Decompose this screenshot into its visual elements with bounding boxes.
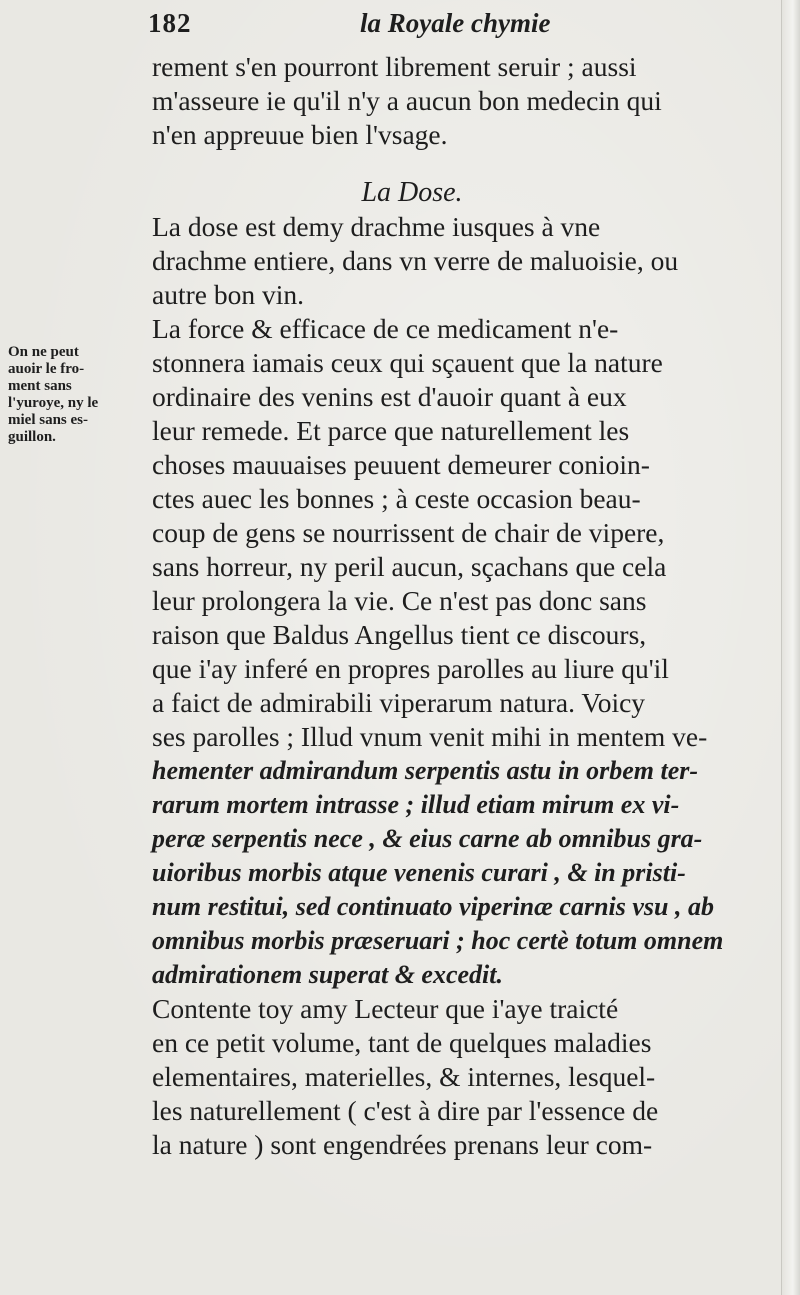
text-line: ctes auec les bonnes ; à ceste occasion beau- xyxy=(152,483,641,514)
text-line: sans horreur, ny peril aucun, sçachans que cela xyxy=(152,551,667,582)
text-line: peræ serpentis nece , & eius carne ab omnibus gra- xyxy=(152,824,703,853)
page-header xyxy=(148,8,788,48)
text-line: hementer admirandum serpentis astu in orbem ter- xyxy=(152,756,699,785)
margin-note xyxy=(8,344,148,446)
text-line: La force & efficace de ce medicament n'e- xyxy=(152,313,619,344)
text-line: omnibus morbis præseruari ; hoc certè totum omnem xyxy=(152,926,724,955)
text-line: a faict de admirabili viperarum natura. Voicy xyxy=(152,687,646,718)
text-line: stonnera iamais ceux qui sçauent que la nature xyxy=(152,347,663,378)
text-line: la nature ) sont engendrées prenans leur com- xyxy=(152,1129,653,1160)
margin-note-line: ment sans xyxy=(8,378,72,394)
paragraph-gap xyxy=(152,152,792,176)
running-title: la Royale chymie xyxy=(360,8,551,38)
text-line: leur prolongera la vie. Ce n'est pas donc sans xyxy=(152,585,647,616)
text-line: ordinaire des venins est d'auoir quant à eux xyxy=(152,381,627,412)
text-line: choses mauuaises peuuent demeurer conioin- xyxy=(152,449,650,480)
text-line: admirationem superat & excedit. xyxy=(152,960,503,989)
text-line: m'asseure ie qu'il n'y a aucun bon medecin qui xyxy=(152,85,662,116)
text-line: en ce petit volume, tant de quelques maladies xyxy=(152,1027,652,1058)
text-line: que i'ay inferé en propres parolles au liure qu'il xyxy=(152,653,669,684)
text-line: elementaires, materielles, & internes, lesquel- xyxy=(152,1061,656,1092)
margin-note-line: On ne peut xyxy=(8,344,79,360)
page-edge xyxy=(781,0,800,1295)
body-text xyxy=(152,50,792,1162)
page-number: 182 xyxy=(148,8,192,38)
text-line: n'en appreuue bien l'vsage. xyxy=(152,119,448,150)
margin-note-line: l'yuroye, ny le xyxy=(8,395,99,411)
text-line: rarum mortem intrasse ; illud etiam mirum ex vi- xyxy=(152,790,680,819)
text-line: autre bon vin. xyxy=(152,279,304,310)
text-line: coup de gens se nourrissent de chair de vipere, xyxy=(152,517,665,548)
text-line: leur remede. Et parce que naturellement les xyxy=(152,415,630,446)
text-line: num restitui, sed continuato viperinæ carnis vsu , ab xyxy=(152,892,714,921)
text-line: uioribus morbis atque venenis curari , & in pristi- xyxy=(152,858,686,887)
section-heading: La Dose. xyxy=(361,177,463,208)
text-line: raison que Baldus Angellus tient ce discours, xyxy=(152,619,647,650)
margin-note-line: auoir le fro- xyxy=(8,361,85,377)
text-line: La dose est demy drachme iusques à vne xyxy=(152,211,601,242)
margin-note-line: guillon. xyxy=(8,429,56,445)
text-line: ses parolles ; Illud vnum venit mihi in mentem ve- xyxy=(152,721,708,752)
text-line: Contente toy amy Lecteur que i'aye traicté xyxy=(152,993,619,1024)
text-line: drachme entiere, dans vn verre de maluoisie, ou xyxy=(152,245,679,276)
text-line: les naturellement ( c'est à dire par l'essence de xyxy=(152,1095,659,1126)
margin-note-line: miel sans es- xyxy=(8,412,88,428)
text-line: rement s'en pourront librement seruir ; aussi xyxy=(152,51,637,82)
